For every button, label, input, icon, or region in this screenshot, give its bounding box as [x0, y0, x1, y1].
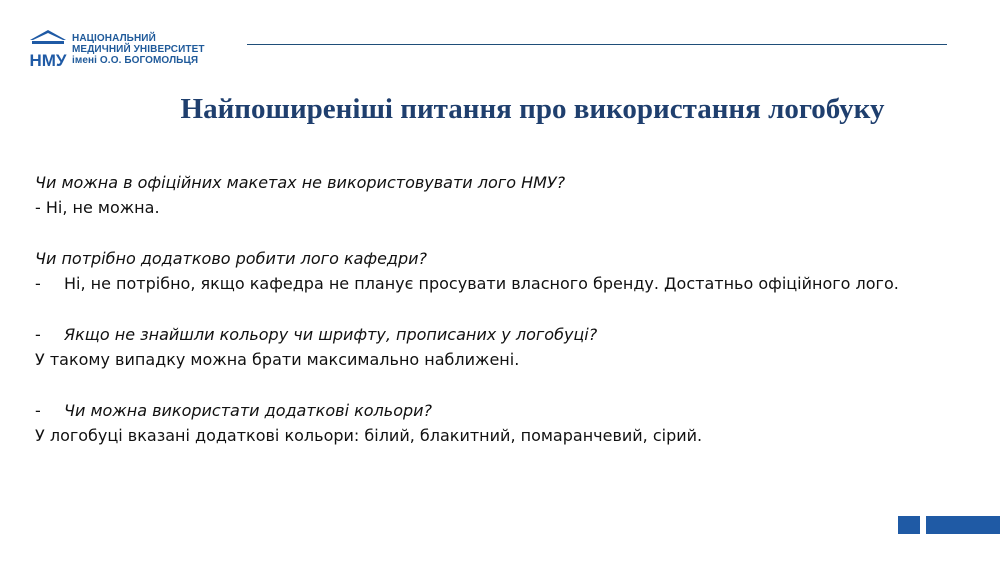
faq-question-3 [35, 322, 965, 347]
faq-question-4-text: Чи можна використати додаткові кольори? [64, 401, 433, 420]
faq-answer-1: - Ні, не можна. [35, 198, 160, 217]
university-logo-icon [28, 28, 68, 72]
faq-question-1: Чи можна в офіційних макетах не використовувати лого НМУ? [35, 173, 566, 192]
logo-line-2: МЕДИЧНИЙ УНІВЕРСИТЕТ [72, 44, 205, 55]
bullet-dash: - [35, 274, 41, 293]
bullet-dash: - [35, 325, 41, 344]
faq-answer-4: У логобуці вказані додаткові кольори: білий, блакитний, помаранчевий, сірий. [35, 426, 703, 445]
corner-decoration-square [898, 516, 920, 534]
bullet-dash: - [35, 401, 41, 420]
faq-question-4 [35, 398, 965, 423]
university-logo [28, 28, 205, 72]
faq-question-3-text: Якщо не знайшли кольору чи шрифту, прописаних у логобуці? [64, 325, 598, 344]
logo-line-3: імені О.О. БОГОМОЛЬЦЯ [72, 55, 199, 66]
logo-mark-text: НМУ [29, 51, 67, 70]
faq-answer-2-text: Ні, не потрібно, якщо кафедра не планує просувати власного бренду. Достатньо офіційного лого. [64, 274, 899, 293]
faq-content [35, 170, 965, 448]
corner-decoration-bar [926, 516, 1000, 534]
faq-question-2: Чи потрібно додатково робити лого кафедри? [35, 249, 428, 268]
header-divider [247, 44, 947, 45]
faq-answer-2 [35, 271, 965, 296]
slide-title: Найпоширеніші питання про використання логобуку [180, 93, 885, 125]
faq-answer-3: У такому випадку можна брати максимально наближені. [35, 350, 520, 369]
logo-text [72, 33, 205, 66]
logo-line-1: НАЦІОНАЛЬНИЙ [72, 33, 156, 44]
